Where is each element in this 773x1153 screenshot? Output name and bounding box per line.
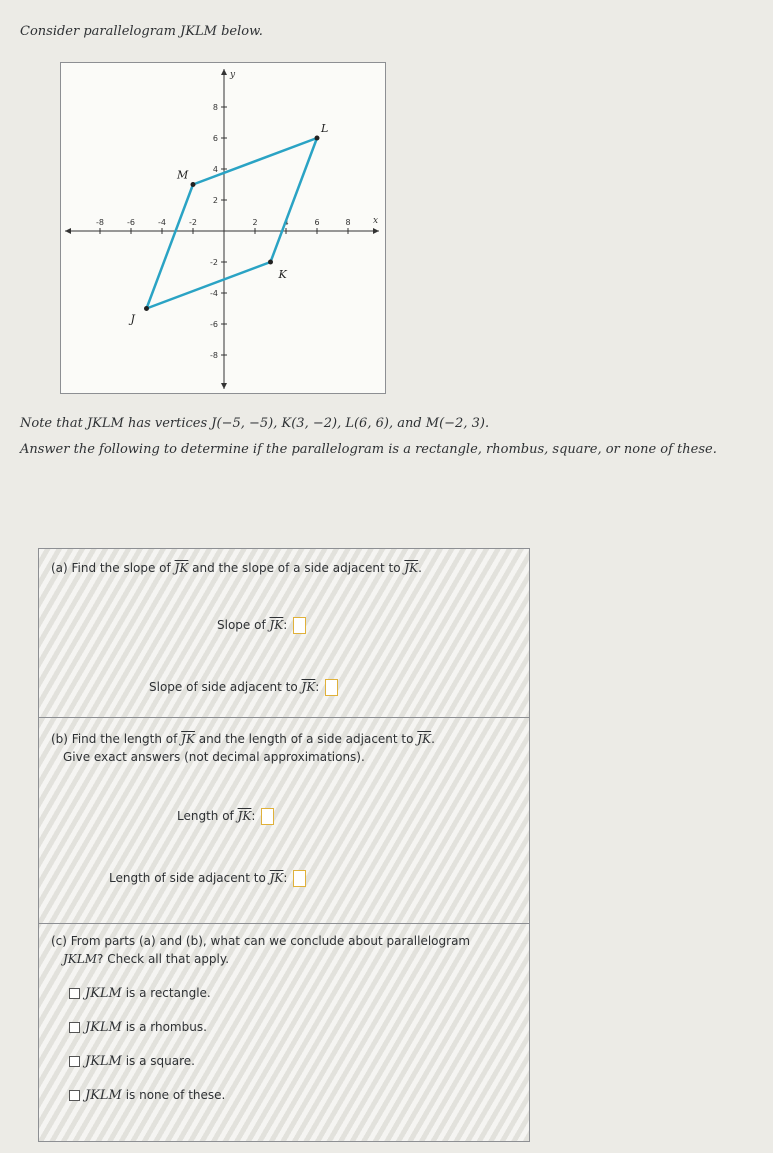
colon: : — [251, 809, 256, 823]
length-adjacent-input[interactable] — [293, 870, 306, 887]
note-prefix: Note that JKLM has vertices — [20, 416, 212, 431]
x-tick-label: -4 — [158, 218, 166, 227]
vertex-j: J(−5, −5) — [211, 416, 274, 431]
length-adjacent-label: Length of side adjacent to — [109, 871, 270, 885]
graph-svg — [61, 63, 385, 393]
length-jk-row — [177, 808, 274, 825]
part-a-prefix: (a) Find the slope of — [51, 561, 175, 575]
x-tick-label: 2 — [252, 218, 258, 227]
y-tick-label: 6 — [212, 134, 218, 143]
option-name: JKLM — [85, 986, 122, 1001]
x-axis-arrow — [65, 228, 71, 234]
y-axis-label: y — [230, 70, 236, 80]
vertex-point-k — [268, 260, 273, 265]
length-jk-input[interactable] — [261, 808, 274, 825]
option-name: JKLM — [85, 1020, 122, 1035]
option-text: is a rectangle. — [121, 986, 211, 1000]
coordinate-graph — [60, 62, 386, 394]
option-name: JKLM — [85, 1054, 122, 1069]
part-c-question-line2 — [63, 952, 229, 966]
option-text: is a rhombus. — [121, 1020, 207, 1034]
colon: : — [315, 680, 320, 694]
y-tick-label: -4 — [210, 289, 218, 298]
seg-jk: $\overline{JK}$ — [417, 732, 432, 746]
slope-adjacent-input[interactable] — [325, 679, 338, 696]
y-tick-label: 4 — [212, 165, 218, 174]
vertex-l: L(6, 6) — [345, 416, 389, 431]
seg-jk: $\overline{JK}$ — [237, 809, 252, 823]
vertex-m: M(−2, 3) — [425, 416, 485, 431]
y-tick-label: -8 — [210, 351, 218, 360]
part-c — [39, 924, 529, 1140]
vertex-point-l — [315, 136, 320, 141]
checkbox-none[interactable] — [69, 1090, 80, 1101]
part-a-question — [51, 561, 422, 575]
y-tick-label: -6 — [210, 320, 218, 329]
colon: : — [283, 871, 288, 885]
x-tick-label: -2 — [189, 218, 197, 227]
x-tick-label: -6 — [127, 218, 135, 227]
checkbox-rectangle[interactable] — [69, 988, 80, 999]
x-tick-label: 6 — [314, 218, 320, 227]
intro-text: Consider parallelogram JKLM below. — [20, 24, 263, 39]
seg-jk: $\overline{JK}$ — [174, 561, 189, 575]
part-c-question-rest: ? Check all that apply. — [97, 952, 230, 966]
y-axis-arrow — [221, 383, 227, 389]
option-rectangle[interactable] — [69, 986, 211, 1001]
part-b-note: Give exact answers (not decimal approximations). — [63, 750, 365, 764]
vertex-label-k: K — [278, 268, 287, 281]
checkbox-square[interactable] — [69, 1056, 80, 1067]
seg-jk: $\overline{JK}$ — [269, 618, 284, 632]
seg-jk: $\overline{JK}$ — [301, 680, 316, 694]
x-tick-label: 8 — [345, 218, 351, 227]
part-a-end: . — [418, 561, 422, 575]
part-b-prefix: (b) Find the length of — [51, 732, 182, 746]
x-tick-label: 4 — [283, 218, 289, 227]
x-tick-label: -8 — [96, 218, 104, 227]
part-a — [39, 549, 529, 717]
slope-jk-label: Slope of — [217, 618, 270, 632]
length-adjacent-row — [109, 870, 306, 887]
note-and: , and — [388, 416, 426, 431]
x-axis-label: x — [373, 216, 379, 226]
option-rhombus[interactable] — [69, 1020, 207, 1035]
y-tick-label: 8 — [212, 103, 218, 112]
parallelogram-jklm — [147, 138, 318, 309]
vertex-k: K(3, −2) — [281, 416, 338, 431]
seg-jk: $\overline{JK}$ — [181, 732, 195, 746]
vertex-point-m — [191, 182, 196, 187]
part-b-end: . — [431, 732, 435, 746]
option-none[interactable] — [69, 1088, 225, 1103]
colon: : — [283, 618, 288, 632]
vertex-label-l: L — [321, 122, 329, 135]
vertex-point-j — [144, 306, 149, 311]
question-box — [38, 548, 530, 1142]
checkbox-rhombus[interactable] — [69, 1022, 80, 1033]
slope-adjacent-label: Slope of side adjacent to — [149, 680, 302, 694]
y-axis-arrow — [221, 69, 227, 75]
y-tick-label: -2 — [210, 258, 218, 267]
seg-jk: $\overline{JK}$ — [269, 871, 284, 885]
instruction-text: Answer the following to determine if the parallelogram is a rectangle, rhombus, square, or none of these. — [20, 442, 717, 457]
part-b-question — [51, 732, 435, 746]
option-name: JKLM — [85, 1088, 122, 1103]
y-tick-label: 2 — [212, 196, 218, 205]
part-c-question-line1: (c) From parts (a) and (b), what can we conclude about parallelogram — [51, 934, 471, 948]
part-b-mid: and the length of a side adjacent to — [194, 732, 418, 746]
x-axis-arrow — [373, 228, 379, 234]
option-square[interactable] — [69, 1054, 195, 1069]
slope-jk-input[interactable] — [293, 617, 306, 634]
vertices-note: Note that JKLM has vertices J(−5, −5), K(3, −2), L(6, 6), and M(−2, 3). — [20, 416, 490, 431]
part-a-mid: and the slope of a side adjacent to — [188, 561, 405, 575]
vertex-label-j: J — [130, 312, 135, 326]
seg-jk: $\overline{JK}$ — [404, 561, 419, 575]
part-b — [39, 718, 529, 922]
length-jk-label: Length of — [177, 809, 238, 823]
option-text: is a square. — [121, 1054, 195, 1068]
slope-adjacent-row — [149, 679, 338, 696]
option-text: is none of these. — [121, 1088, 226, 1102]
vertex-label-m: M — [177, 168, 189, 182]
part-c-shape-name: JKLM — [63, 952, 98, 966]
slope-jk-row — [217, 617, 306, 634]
note-end: . — [484, 416, 490, 431]
